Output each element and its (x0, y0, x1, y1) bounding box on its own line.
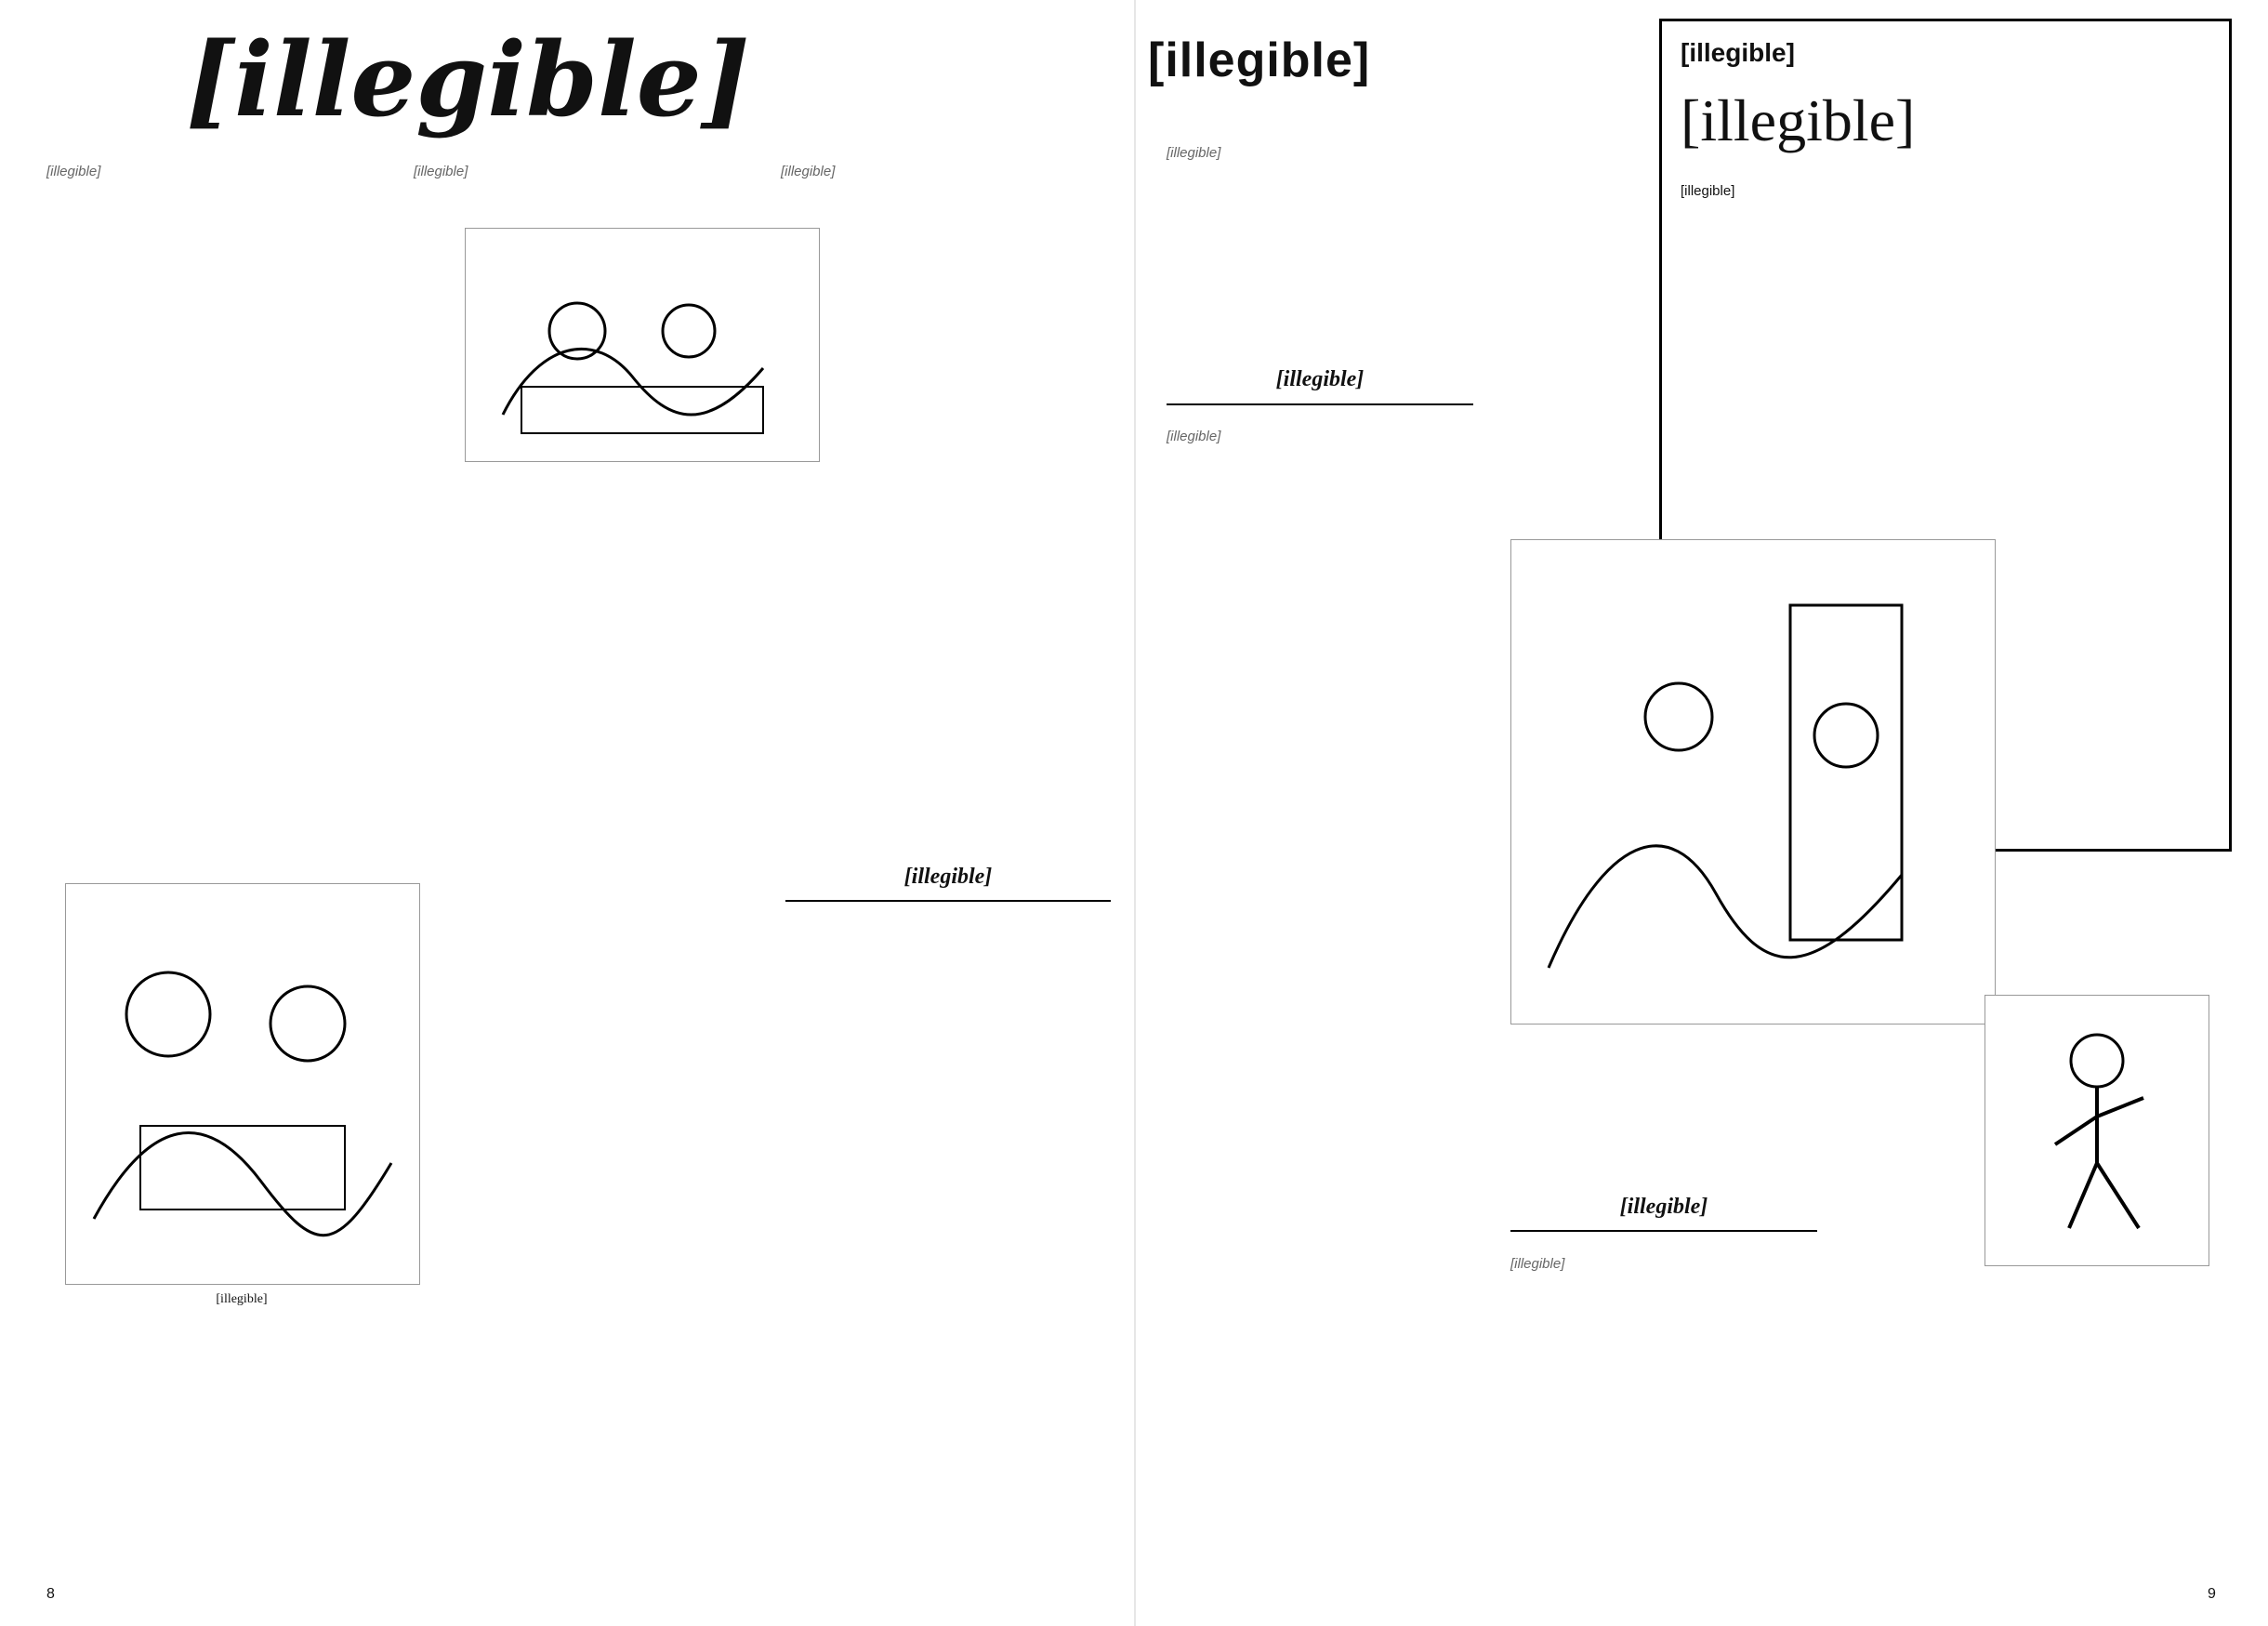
left-title-text: [illegible] (186, 20, 750, 139)
right-column-1 (1167, 139, 1473, 381)
right-column-2-text: [illegible] (1167, 429, 1221, 444)
right-page-number: 9 (2208, 1586, 2216, 1602)
left-section-title: [illegible] (903, 865, 993, 889)
right-subsection-rule-2 (1510, 1230, 1817, 1232)
left-illustration-bottom-caption: [illegible] (216, 1292, 268, 1306)
left-page-number: 8 (46, 1586, 55, 1602)
right-column-3 (1510, 1250, 1817, 1585)
right-subsection-title-2: [illegible] (1619, 1195, 1708, 1219)
right-column-1-text: [illegible] (1167, 145, 1221, 161)
left-column-3 (781, 158, 1106, 493)
right-boxed-headline: [illegible] (1681, 87, 1916, 153)
left-column-2-text: [illegible] (414, 164, 468, 179)
spine-divider (1134, 0, 1136, 1626)
left-illustration-top (465, 228, 820, 462)
right-subsection-title-1: [illegible] (1275, 367, 1365, 391)
right-illustration-middle (1510, 539, 1996, 1025)
left-illustration-bottom (65, 883, 420, 1285)
illustration-dance-class-image (1511, 540, 1995, 1024)
right-boxed-body: [illegible] (1681, 183, 1735, 199)
right-page-title: [illegible] (1148, 33, 1371, 87)
right-column-3-text: [illegible] (1510, 1256, 1565, 1272)
left-column-3-text: [illegible] (781, 164, 836, 179)
right-subsection-rule-1 (1167, 403, 1473, 405)
illustration-dancer-image (1985, 996, 2209, 1265)
illustration-cafe-scene-image (466, 229, 819, 461)
left-column-1-text: [illegible] (46, 164, 101, 179)
right-boxed-kicker: [illegible] (1681, 38, 1795, 67)
left-title-lettering (186, 6, 1004, 145)
left-column-1 (46, 158, 367, 827)
left-page-title (186, 6, 1004, 145)
right-column-2 (1167, 423, 1473, 1585)
left-section-rule (785, 900, 1111, 902)
illustration-service-rural-image (66, 884, 419, 1284)
right-illustration-bottom-right (1984, 995, 2209, 1266)
